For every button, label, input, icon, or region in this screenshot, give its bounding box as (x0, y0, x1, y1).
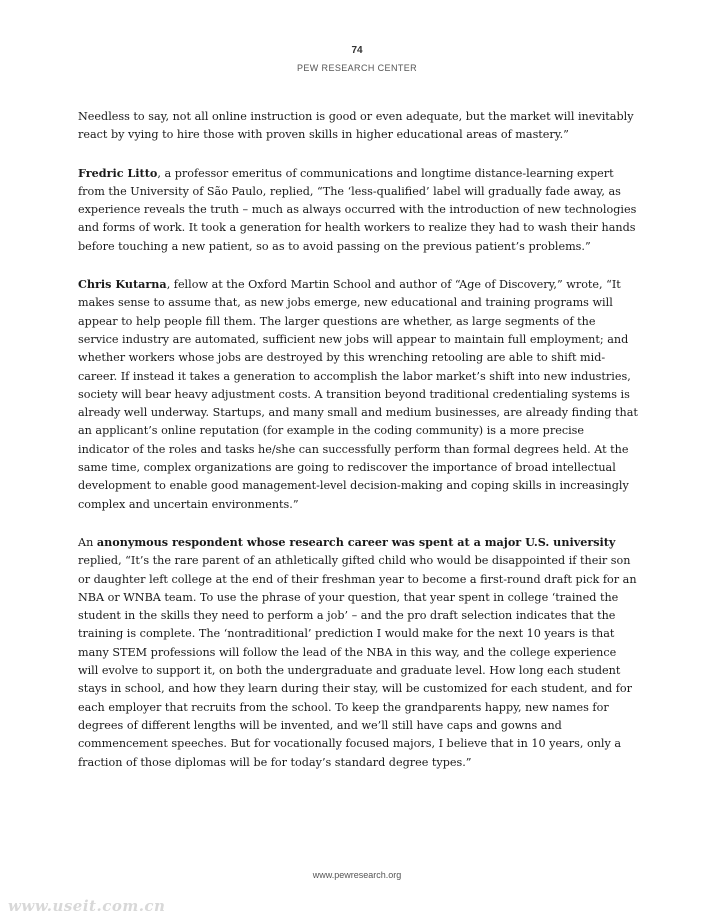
paragraph-text: , fellow at the Oxford Martin School and author of “Age of Discovery,” wrote, “It makes sense to assume that, as new jobs emerge, new educational and training programs will appear to help people fill them. The larger questions are whether, as large segments of the service industry are automated, sufficient new jobs will appear to maintain full employment; and whether workers whose jobs are destroyed by this wrenching retooling are able to shift mid-career. If instead it takes a generation to accomplish the labor market’s shift into new industries, society will bear heavy adjustment costs. A transition beyond traditional credentialing systems is already well underway. Startups, and many small and medium businesses, are already finding that an applicant’s online reputation (for example in the coding community) is a more precise indicator of the roles and tasks he/she can successfully perform than formal degrees held. At the same time, complex organizations are going to rediscover the importance of broad intellectual development to enable good management-level decision-making and coping skills in increasingly complex and uncertain environments.” (78, 278, 638, 511)
document-body (78, 108, 638, 791)
footer-url: www.pewresearch.org (312, 870, 402, 880)
paragraph-fredric-litto (78, 164, 638, 256)
paragraph-intro (78, 108, 638, 145)
speaker-name: Fredric Litto (78, 165, 158, 180)
speaker-name: anonymous respondent whose research career was spent at a major U.S. university (96, 534, 616, 549)
watermark: www.useit.com.cn (8, 897, 166, 915)
paragraph-chris-kutarna (78, 275, 638, 514)
page-number: 74 (351, 45, 363, 56)
header-organization: PEW RESEARCH CENTER (296, 63, 418, 73)
paragraph-prefix: An (78, 535, 97, 549)
paragraph-text: replied, “It’s the rare parent of an athletically gifted child who would be disappointed if their son or daughter left college at the end of their freshman year to become a first-round draft pick for an NBA or WNBA team. To use the phrase of your question, that year spent in college ‘trained the student in the skills they need to perform a job’ – and the pro draft selection indicates that the training is complete. The ‘nontraditional’ prediction I would make for the next 10 years is that many STEM professions will follow the lead of the NBA in this way, and the college experience will evolve to support it, on both the undergraduate and graduate level. How long each student stays in school, and how they learn during their stay, will be customized for each student, and for each employer that recruits from the school. To keep the grandparents happy, new names for degrees of different lengths will be invented, and we’ll still have caps and gowns and commencement speeches. But for vocationally focused majors, I believe that in 10 years, only a fraction of those diplomas will be for today’s standard degree types.” (78, 554, 637, 769)
speaker-name: Chris Kutarna (78, 277, 167, 292)
paragraph-anonymous-respondent (78, 533, 638, 772)
paragraph-text: Needless to say, not all online instruction is good or even adequate, but the market will inevitably react by vying to hire those with proven skills in higher educational areas of mastery.” (78, 110, 634, 142)
paragraph-text: , a professor emeritus of communications and longtime distance-learning expert from the University of São Paulo, replied, “The ‘less-qualified’ label will gradually fade away, as experience reveals the truth – much as always occurred with the introduction of new technologies and forms of work. It took a generation for health workers to realize they had to wash their hands before touching a new patient, so as to avoid passing on the previous patient’s problems.” (78, 166, 637, 253)
